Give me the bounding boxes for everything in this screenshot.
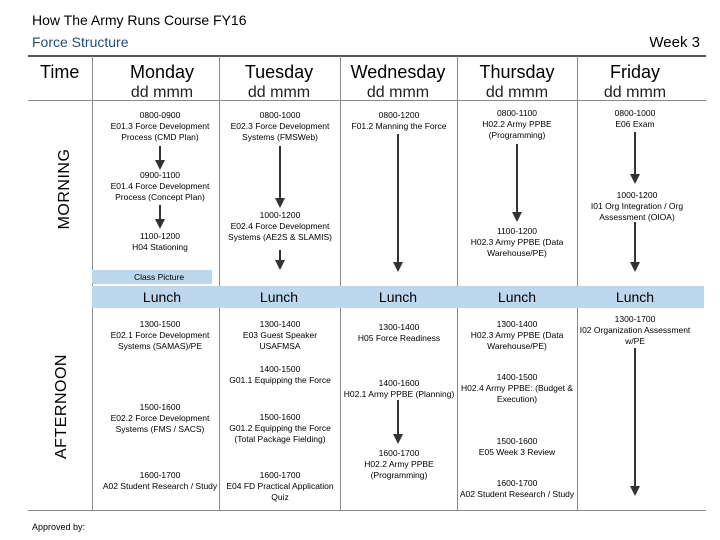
afternoon-label: AFTERNOON: [53, 354, 70, 459]
morning-label: MORNING: [56, 148, 73, 230]
event-tuesday-1300[interactable]: 1300-1400 E03 Guest Speaker USAFMSA: [242, 319, 318, 351]
day-header-wednesday: Wednesday: [350, 62, 446, 82]
event-wednesday-1400[interactable]: 1400-1600 H02.1 Army PPBE (Planning): [343, 378, 455, 399]
lunch-tuesday: Lunch: [259, 289, 299, 305]
day-header-friday: Friday: [609, 62, 660, 82]
event-tuesday-0800[interactable]: 0800-1000 E02.3 Force Development Systems (FMSWeb): [230, 110, 330, 142]
event-monday-1300[interactable]: 1300-1500 E02.1 Force Development Systems (SAMAS)/PE: [110, 319, 210, 351]
event-friday-1300[interactable]: 1300-1700 I02 Organization Assessment w/PE: [579, 314, 691, 346]
event-thursday-1600[interactable]: 1600-1700 A02 Student Research / Study: [459, 478, 575, 499]
day-date-friday: dd mmm: [603, 84, 667, 101]
time-header: Time: [40, 62, 80, 82]
lunch-friday: Lunch: [615, 289, 655, 305]
lunch-wednesday: Lunch: [378, 289, 418, 305]
approved-by-label: Approved by:: [32, 522, 86, 532]
event-monday-1100[interactable]: 1100-1200 H04 Stationing: [132, 231, 188, 252]
event-tuesday-1500[interactable]: 1500-1600 G01.2 Equipping the Force (Total Package Fielding): [229, 412, 331, 444]
class-picture-label: Class Picture: [92, 270, 212, 284]
event-monday-0900[interactable]: 0900-1100 E01.4 Force Development Process (Concept Plan): [110, 170, 210, 202]
day-header-tuesday: Tuesday: [244, 62, 314, 82]
day-date-wednesday: dd mmm: [366, 84, 430, 101]
day-date-tuesday: dd mmm: [247, 84, 311, 101]
page-subtitle: Force Structure: [32, 34, 129, 50]
week-label: Week 3: [649, 34, 700, 51]
event-monday-0800[interactable]: 0800-0900 E01.3 Force Development Process (CMD Plan): [110, 110, 210, 142]
event-thursday-1300[interactable]: 1300-1400 H02.3 Army PPBE (Data Warehouse/PE): [470, 319, 564, 351]
lunch-monday: Lunch: [142, 289, 182, 305]
event-monday-1600[interactable]: 1600-1700 A02 Student Research / Study: [102, 470, 218, 491]
page-title: How The Army Runs Course FY16: [32, 12, 247, 28]
event-friday-0800[interactable]: 0800-1000 E06 Exam: [614, 108, 656, 129]
event-thursday-1400[interactable]: 1400-1500 H02.4 Army PPBE: (Budget & Execution): [461, 372, 573, 404]
day-header-thursday: Thursday: [479, 62, 555, 82]
event-friday-1000[interactable]: 1000-1200 I01 Org Integration / Org Assessment (OIOA): [590, 190, 684, 222]
grid-line: [28, 510, 706, 511]
day-date-monday: dd mmm: [130, 84, 194, 101]
event-wednesday-1600[interactable]: 1600-1700 H02.2 Army PPBE (Programming): [364, 448, 434, 480]
day-date-thursday: dd mmm: [485, 84, 549, 101]
event-thursday-1100[interactable]: 1100-1200 H02.3 Army PPBE (Data Warehouse/PE): [470, 226, 564, 258]
lunch-thursday: Lunch: [497, 289, 537, 305]
event-tuesday-1000[interactable]: 1000-1200 E02.4 Force Development Systems (AE2S & SLAMIS): [228, 210, 332, 242]
event-wednesday-1300[interactable]: 1300-1400 H05 Force Readiness: [357, 322, 441, 343]
event-wednesday-0800[interactable]: 0800-1200 F01.2 Manning the Force: [351, 110, 447, 131]
event-thursday-0800[interactable]: 0800-1100 H02.2 Army PPBE (Programming): [482, 108, 552, 140]
day-header-monday: Monday: [129, 62, 195, 82]
event-thursday-1500[interactable]: 1500-1600 E05 Week 3 Review: [478, 436, 556, 457]
event-monday-1500[interactable]: 1500-1600 E02.2 Force Development Systems (FMS / SACS): [110, 402, 210, 434]
event-tuesday-1400[interactable]: 1400-1500 G01.1 Equipping the Force: [229, 364, 331, 385]
event-tuesday-1600[interactable]: 1600-1700 E04 FD Practical Application Quiz: [226, 470, 334, 502]
grid-line: [219, 56, 220, 510]
header-divider: [28, 55, 706, 57]
